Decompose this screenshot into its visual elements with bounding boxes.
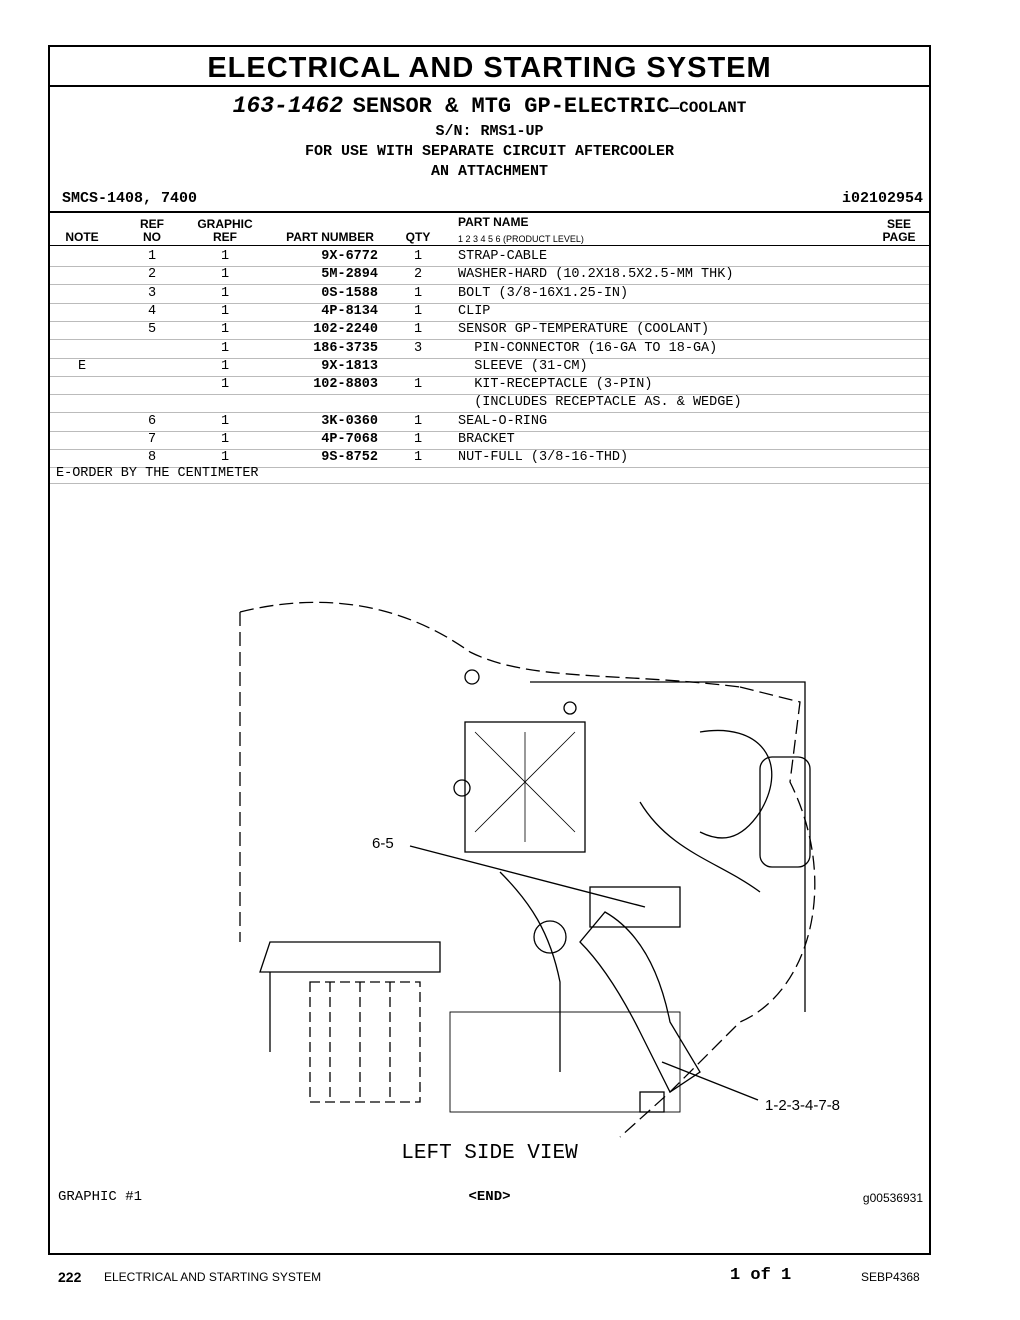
header-rule-bottom: [50, 245, 929, 246]
graphic-ref-cell: 1: [220, 358, 230, 374]
page-footer: [0, 1265, 1020, 1289]
assembly-name: SENSOR & MTG GP-ELECTRIC: [352, 94, 670, 119]
leader-1-8: [662, 1062, 758, 1100]
part-name-cell: PIN-CONNECTOR (16-GA TO 18-GA): [458, 340, 718, 356]
footnote: E-ORDER BY THE CENTIMETER: [56, 466, 259, 481]
end-tag: <END>: [468, 1189, 511, 1205]
col-graphic-ref: [190, 218, 260, 244]
part-name-cell: STRAP-CABLE: [458, 249, 548, 264]
parts-row: [50, 285, 929, 304]
part-name-cell: KIT-RECEPTACLE (3-PIN): [458, 377, 653, 393]
coolant-hose: [580, 912, 700, 1092]
graphic-ref-cell: 1: [220, 450, 230, 466]
parts-row: [50, 394, 929, 413]
note-cell: E: [78, 358, 87, 374]
qty-cell: 1: [413, 413, 423, 429]
graphic-ref-cell: 1: [220, 322, 230, 338]
col-graphic-bottom: REF: [213, 230, 237, 244]
part-name-cell: NUT-FULL (3/8-16-THD): [458, 450, 629, 466]
col-part-name: PART NAME: [458, 215, 529, 229]
footer-section: ELECTRICAL AND STARTING SYSTEM: [104, 1270, 322, 1284]
graphic-ref-cell: 1: [220, 303, 230, 319]
header-rule: [50, 211, 929, 213]
illustration-id: i02102954: [841, 190, 923, 207]
qty-cell: 1: [413, 377, 423, 393]
parts-row: [50, 321, 929, 340]
sensor-bracket: [590, 887, 680, 927]
graphic-ref-cell: 1: [220, 377, 230, 393]
parts-row: [50, 303, 929, 322]
qty-cell: 2: [413, 267, 423, 283]
engine-frame: [530, 682, 805, 1012]
part-name-cell: CLIP: [458, 303, 491, 319]
part-number-cell: 9X-1813: [321, 358, 378, 374]
wire-harness: [640, 802, 760, 892]
ref-cell: 1: [147, 249, 157, 264]
ref-cell: 4: [147, 303, 157, 319]
parts-row: [50, 431, 929, 450]
part-name-cell: SLEEVE (31-CM): [458, 358, 588, 374]
part-number-cell: 9S-8752: [321, 450, 378, 466]
bolt: [465, 670, 479, 684]
reservoir: [760, 757, 810, 867]
ref-cell: 2: [147, 267, 157, 283]
cover-ribs: [475, 732, 575, 842]
col-see-top: SEE: [886, 217, 911, 231]
product-levels: 1 2 3 4 5 6 (PRODUCT LEVEL): [458, 234, 584, 244]
qty-cell: 1: [413, 450, 423, 466]
qty-cell: 1: [413, 432, 423, 447]
graphic-ref-cell: 1: [220, 249, 230, 264]
part-name-cell: BOLT (3/8-16X1.25-IN): [458, 285, 629, 301]
part-name-cell: BRACKET: [458, 432, 515, 447]
document-id: SEBP4368: [861, 1270, 920, 1284]
ref-cell: 8: [147, 450, 157, 466]
usage-line-2: AN ATTACHMENT: [430, 163, 549, 180]
parts-row: [50, 266, 929, 285]
graphic-ref-cell: 1: [220, 267, 230, 283]
page-number: 222: [58, 1269, 82, 1285]
parts-row: [50, 376, 929, 395]
serial-range: S/N: RMS1-UP: [435, 123, 544, 140]
part-name-cell: (INCLUDES RECEPTACLE AS. & WEDGE): [458, 395, 742, 411]
parts-row: [50, 340, 929, 359]
engine-illustration: [200, 552, 840, 1142]
smcs-code: SMCS-1408, 7400: [62, 190, 198, 207]
part-number-cell: 4P-7068: [321, 432, 378, 447]
view-label: LEFT SIDE VIEW: [401, 1142, 578, 1165]
footnote-rule: [50, 483, 929, 484]
upper-hose: [700, 730, 772, 838]
lower-block: [450, 1012, 680, 1112]
assembly-suffix: —COOLANT: [669, 99, 747, 117]
part-number-cell: 102-2240: [313, 322, 378, 338]
ref-cell: 3: [147, 285, 157, 301]
col-ref: [132, 218, 172, 244]
bolt: [454, 780, 470, 796]
col-see-bottom: PAGE: [882, 230, 916, 244]
part-number-cell: 9X-6772: [321, 249, 378, 264]
section-title: ELECTRICAL AND STARTING SYSTEM: [50, 47, 929, 87]
outline-right: [620, 687, 815, 1137]
col-see-page: [876, 218, 922, 244]
part-name-cell: WASHER-HARD (10.2X18.5X2.5-MM THK): [458, 267, 734, 283]
parts-row: [50, 248, 929, 267]
usage-line-1: FOR USE WITH SEPARATE CIRCUIT AFTERCOOLER: [304, 143, 675, 160]
col-ref-bottom: NO: [143, 230, 161, 244]
parts-row: [50, 413, 929, 432]
bolt: [564, 702, 576, 714]
graphic-label: GRAPHIC #1: [58, 1189, 143, 1205]
page-of: 1 of 1: [730, 1266, 792, 1285]
part-name-cell: SENSOR GP-TEMPERATURE (COOLANT): [458, 322, 710, 338]
parts-page-frame: [48, 45, 931, 1255]
part-number-cell: 102-8803: [313, 377, 378, 393]
part-name-cell: SEAL-O-RING: [458, 413, 548, 429]
qty-cell: 1: [413, 322, 423, 338]
part-number-cell: 186-3735: [313, 340, 378, 356]
assembly-part-number: 163-1462: [232, 93, 344, 119]
qty-cell: 1: [413, 303, 423, 319]
graphic-id: g00536931: [862, 1191, 923, 1205]
wire-bundle: [500, 872, 560, 1072]
ref-cell: 7: [147, 432, 157, 447]
platform: [260, 942, 440, 972]
part-number-cell: 4P-8134: [321, 303, 378, 319]
callout-1-8: 1-2-3-4-7-8: [765, 1097, 840, 1114]
leader-6-5: [410, 846, 645, 907]
ref-cell: 5: [147, 322, 157, 338]
col-qty: QTY: [405, 230, 431, 244]
col-ref-top: REF: [140, 217, 164, 231]
lower-panel: [310, 982, 420, 1102]
part-number-cell: 3K-0360: [321, 413, 378, 429]
qty-cell: 3: [413, 340, 423, 356]
col-part-number: PART NUMBER: [286, 230, 374, 244]
part-number-cell: 5M-2894: [321, 267, 378, 283]
outline-top: [240, 602, 740, 687]
nut-plate: [640, 1092, 664, 1112]
col-note: NOTE: [65, 230, 99, 244]
assembly-heading: [50, 93, 929, 119]
graphic-ref-cell: 1: [220, 432, 230, 447]
graphic-ref-cell: 1: [220, 285, 230, 301]
graphic-ref-cell: 1: [220, 340, 230, 356]
qty-cell: 1: [413, 285, 423, 301]
callout-6-5: 6-5: [372, 835, 394, 852]
part-number-cell: 0S-1588: [321, 285, 378, 301]
parts-row: [50, 358, 929, 377]
graphic-ref-cell: 1: [220, 413, 230, 429]
ref-cell: 6: [147, 413, 157, 429]
col-graphic-top: GRAPHIC: [197, 217, 253, 231]
qty-cell: 1: [413, 249, 423, 264]
